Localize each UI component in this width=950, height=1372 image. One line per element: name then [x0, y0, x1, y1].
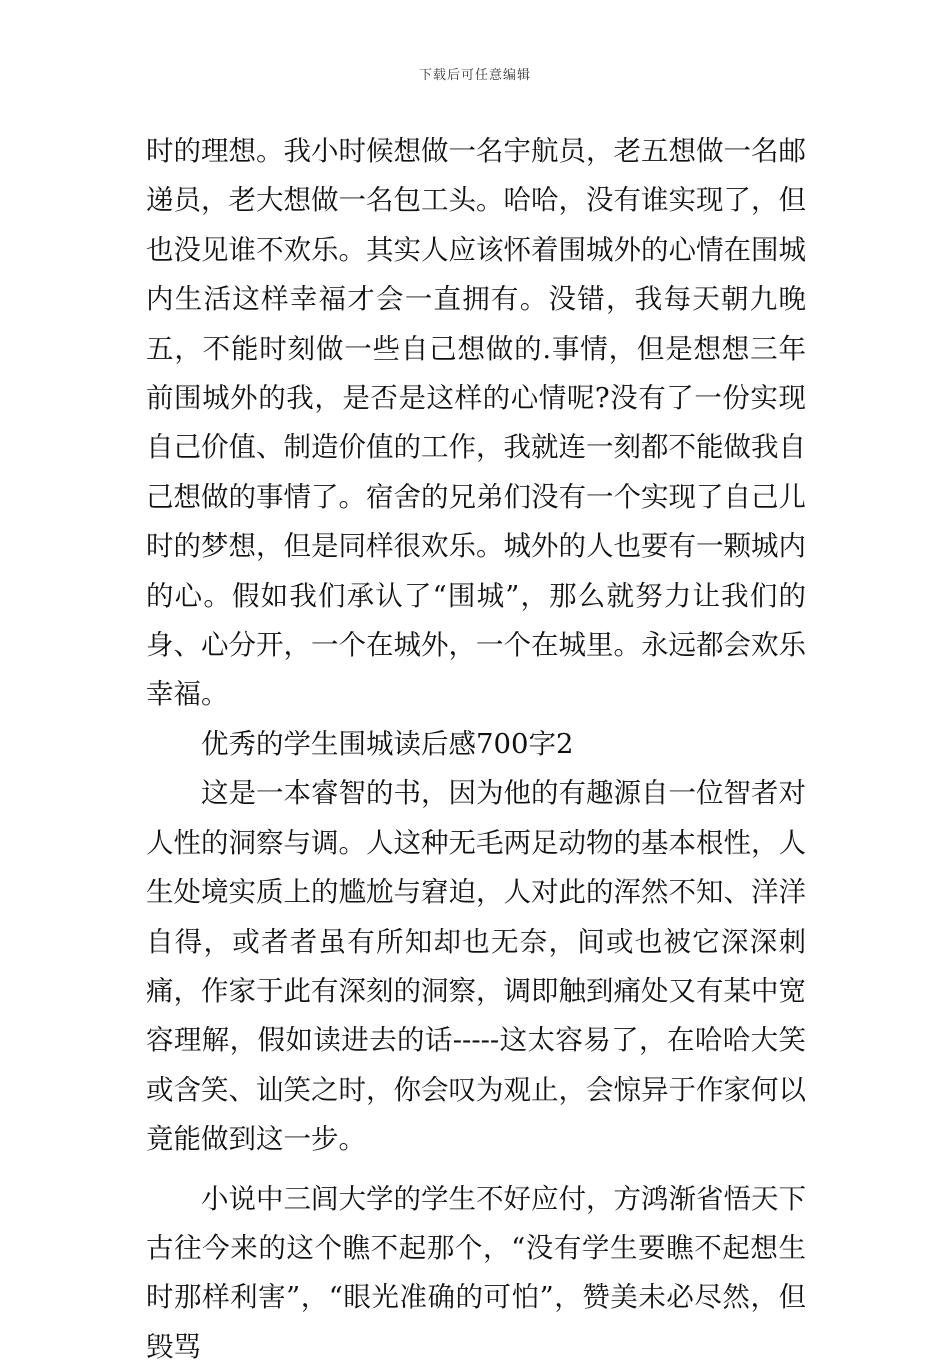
- paragraph-2: 这是一本睿智的书，因为他的有趣源自一位智者对人性的洞察与调。人这种无毛两足动物的基本根性，人生处境实质上的尴尬与窘迫，人对此的浑然不知、洋洋自得，或者者虽有所知却也无奈，间或也被它深深刺痛，作家于此有深刻的洞察，调即触到痛处又有某中宽容理解，假如读进去的话-----这太容易了，在哈哈大笑或含笑、讪笑之时，你会叹为观止，会惊异于作家何以竟能做到这一步。: [146, 777, 806, 1156]
- paragraph-3: 小说中三闾大学的学生不好应付，方鸿渐省悟天下古往今来的这个瞧不起那个，“没有学生要瞧不起想生时那样利害”，“眼光准确的可怕”，赞美未必尽然，但毁骂: [146, 1182, 806, 1363]
- document-body: [146, 127, 806, 1372]
- section-heading: 优秀的学生围城读后感700字2: [201, 727, 574, 760]
- page-header: 下载后可任意编辑: [418, 68, 531, 83]
- paragraph-1: 时的理想。我小时候想做一名宇航员，老五想做一名邮递员，老大想做一名包工头。哈哈，没有谁实现了，但也没见谁不欢乐。其实人应该怀着围城外的心情在围城内生活这样幸福才会一直拥有。没错，我每天朝九晚五，不能时刻做一些自己想做的.事情，但是想想三年前围城外的我，是否是这样的心情呢?没有了一份实现自己价值、制造价值的工作，我就连一刻都不能做我自己想做的事情了。宿舍的兄弟们没有一个实现了自己儿时的梦想，但是同样很欢乐。城外的人也要有一颗城内的心。假如我们承认了“围城”，那么就努力让我们的身、心分开，一个在城外，一个在城里。永远都会欢乐幸福。: [146, 135, 806, 711]
